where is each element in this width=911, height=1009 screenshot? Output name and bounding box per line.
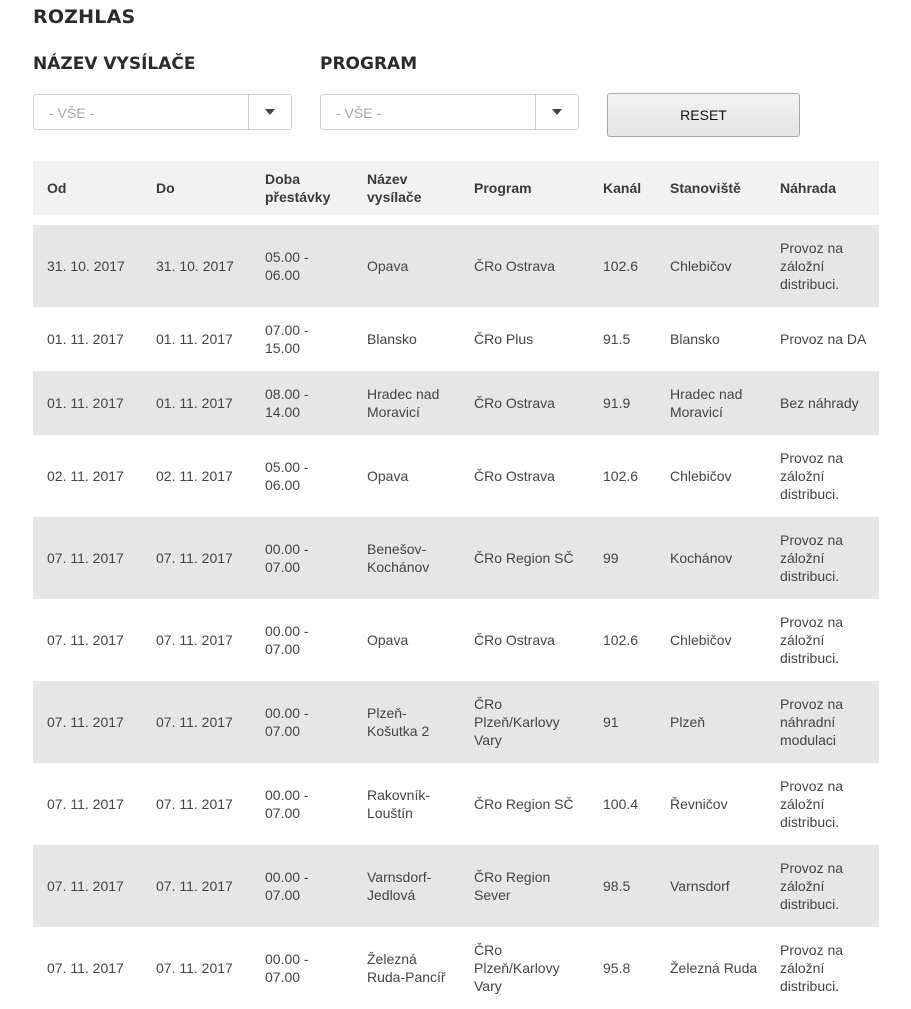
table-row <box>33 225 879 307</box>
cell-od: 31. 10. 2017 <box>47 258 125 274</box>
cell-nazev-vysilace: Plzeň-Košutka 2 <box>367 705 430 739</box>
column-header-doba-prestavky: Doba přestávky <box>251 161 353 225</box>
cell-od: 07. 11. 2017 <box>47 632 124 648</box>
column-header-nazev-vysilace: Název vysílače <box>353 161 460 225</box>
cell-doba-prestavky: 05.00 - 06.00 <box>265 459 309 493</box>
cell-stanoviste: Chlebičov <box>670 632 732 648</box>
cell-nahrada: Provoz na záložní distribuci. <box>780 614 844 666</box>
cell-nahrada: Provoz na záložní distribuci. <box>780 532 844 584</box>
cell-kanal: 102.6 <box>603 632 639 648</box>
cell-od: 07. 11. 2017 <box>47 960 124 976</box>
cell-program: ČRo Ostrava <box>474 258 555 274</box>
table-row <box>33 435 879 517</box>
transmitter-select-value: - VŠE - <box>49 105 95 121</box>
table-row <box>33 307 879 371</box>
cell-nazev-vysilace: Železná Ruda-Pancíř <box>367 951 446 985</box>
cell-nahrada: Provoz na záložní distribuci. <box>780 860 844 912</box>
cell-nahrada: Bez náhrady <box>780 395 859 411</box>
table-row <box>33 763 879 845</box>
cell-doba-prestavky: 05.00 - 06.00 <box>265 249 309 283</box>
cell-nazev-vysilace: Blansko <box>367 331 417 347</box>
cell-do: 31. 10. 2017 <box>156 258 234 274</box>
table-row <box>33 371 879 435</box>
column-header-program: Program <box>460 161 589 225</box>
cell-nazev-vysilace: Opava <box>367 468 409 484</box>
reset-button[interactable]: RESET <box>607 93 800 137</box>
chevron-down-icon <box>552 109 562 115</box>
cell-stanoviste: Železná Ruda <box>670 960 758 976</box>
cell-program: ČRo Plus <box>474 331 534 347</box>
cell-nazev-vysilace: Opava <box>367 258 409 274</box>
table-row <box>33 681 879 763</box>
cell-stanoviste: Kochánov <box>670 550 733 566</box>
cell-kanal: 91.5 <box>603 331 631 347</box>
cell-program: ČRo Region SČ <box>474 550 574 566</box>
outage-table <box>33 161 879 1009</box>
cell-stanoviste: Chlebičov <box>670 258 732 274</box>
cell-kanal: 91 <box>603 714 619 730</box>
table-header-row <box>33 161 879 225</box>
table-row <box>33 599 879 681</box>
cell-do: 07. 11. 2017 <box>156 878 233 894</box>
cell-kanal: 102.6 <box>603 468 639 484</box>
cell-do: 07. 11. 2017 <box>156 550 233 566</box>
cell-nahrada: Provoz na DA <box>780 331 867 347</box>
program-filter-label: PROGRAM <box>320 54 418 74</box>
column-header-nahrada: Náhrada <box>766 161 879 225</box>
cell-program: ČRo Ostrava <box>474 632 555 648</box>
cell-program: ČRo Plzeň/Karlovy Vary <box>474 942 560 994</box>
section-title: ROZHLAS <box>33 6 136 28</box>
cell-stanoviste: Hradec nad Moravicí <box>670 386 743 420</box>
cell-do: 07. 11. 2017 <box>156 796 233 812</box>
program-select-toggle[interactable] <box>535 95 578 129</box>
cell-do: 01. 11. 2017 <box>156 331 233 347</box>
cell-doba-prestavky: 00.00 - 07.00 <box>265 869 309 903</box>
cell-do: 01. 11. 2017 <box>156 395 233 411</box>
cell-kanal: 95.8 <box>603 960 631 976</box>
cell-od: 01. 11. 2017 <box>47 331 124 347</box>
cell-od: 02. 11. 2017 <box>47 468 124 484</box>
transmitter-filter-label: NÁZEV VYSÍLAČE <box>33 54 196 74</box>
cell-do: 02. 11. 2017 <box>156 468 233 484</box>
cell-kanal: 99 <box>603 550 619 566</box>
cell-program: ČRo Ostrava <box>474 468 555 484</box>
cell-od: 07. 11. 2017 <box>47 878 124 894</box>
cell-stanoviste: Varnsdorf <box>670 878 730 894</box>
column-header-od: Od <box>33 161 142 225</box>
transmitter-select-toggle[interactable] <box>248 95 291 129</box>
cell-nazev-vysilace: Varnsdorf-Jedlová <box>367 869 432 903</box>
cell-do: 07. 11. 2017 <box>156 632 233 648</box>
cell-od: 07. 11. 2017 <box>47 550 124 566</box>
cell-stanoviste: Blansko <box>670 331 720 347</box>
table-row <box>33 517 879 599</box>
cell-stanoviste: Plzeň <box>670 714 706 730</box>
cell-od: 01. 11. 2017 <box>47 395 124 411</box>
cell-od: 07. 11. 2017 <box>47 714 124 730</box>
cell-doba-prestavky: 00.00 - 07.00 <box>265 623 309 657</box>
transmitter-select[interactable] <box>33 94 292 130</box>
cell-nazev-vysilace: Benešov-Kochánov <box>367 541 430 575</box>
cell-program: ČRo Plzeň/Karlovy Vary <box>474 696 560 748</box>
cell-od: 07. 11. 2017 <box>47 796 124 812</box>
cell-doba-prestavky: 00.00 - 07.00 <box>265 951 309 985</box>
cell-program: ČRo Ostrava <box>474 395 555 411</box>
cell-stanoviste: Řevničov <box>670 796 728 812</box>
cell-doba-prestavky: 07.00 - 15.00 <box>265 322 309 356</box>
cell-doba-prestavky: 00.00 - 07.00 <box>265 787 309 821</box>
cell-kanal: 100.4 <box>603 796 639 812</box>
cell-doba-prestavky: 00.00 - 07.00 <box>265 541 309 575</box>
cell-kanal: 102.6 <box>603 258 639 274</box>
chevron-down-icon <box>265 109 275 115</box>
cell-doba-prestavky: 00.00 - 07.00 <box>265 705 309 739</box>
cell-nahrada: Provoz na záložní distribuci. <box>780 240 844 292</box>
cell-kanal: 91.9 <box>603 395 631 411</box>
cell-nahrada: Provoz na záložní distribuci. <box>780 942 844 994</box>
cell-do: 07. 11. 2017 <box>156 960 233 976</box>
cell-nahrada: Provoz na záložní distribuci. <box>780 450 844 502</box>
column-header-stanoviste: Stanoviště <box>656 161 766 225</box>
column-header-kanal: Kanál <box>589 161 656 225</box>
cell-nahrada: Provoz na náhradní modulaci <box>780 696 844 748</box>
cell-nazev-vysilace: Rakovník-Louštín <box>367 787 431 821</box>
cell-kanal: 98.5 <box>603 878 631 894</box>
cell-do: 07. 11. 2017 <box>156 714 233 730</box>
table-row <box>33 845 879 927</box>
cell-stanoviste: Chlebičov <box>670 468 732 484</box>
cell-program: ČRo Region Sever <box>474 869 551 903</box>
cell-nahrada: Provoz na záložní distribuci. <box>780 778 844 830</box>
column-header-do: Do <box>142 161 251 225</box>
cell-nazev-vysilace: Opava <box>367 632 409 648</box>
program-select[interactable] <box>320 94 579 130</box>
cell-nazev-vysilace: Hradec nad Moravicí <box>367 386 440 420</box>
table-row <box>33 927 879 1009</box>
program-select-value: - VŠE - <box>336 105 382 121</box>
cell-doba-prestavky: 08.00 - 14.00 <box>265 386 309 420</box>
cell-program: ČRo Region SČ <box>474 796 574 812</box>
